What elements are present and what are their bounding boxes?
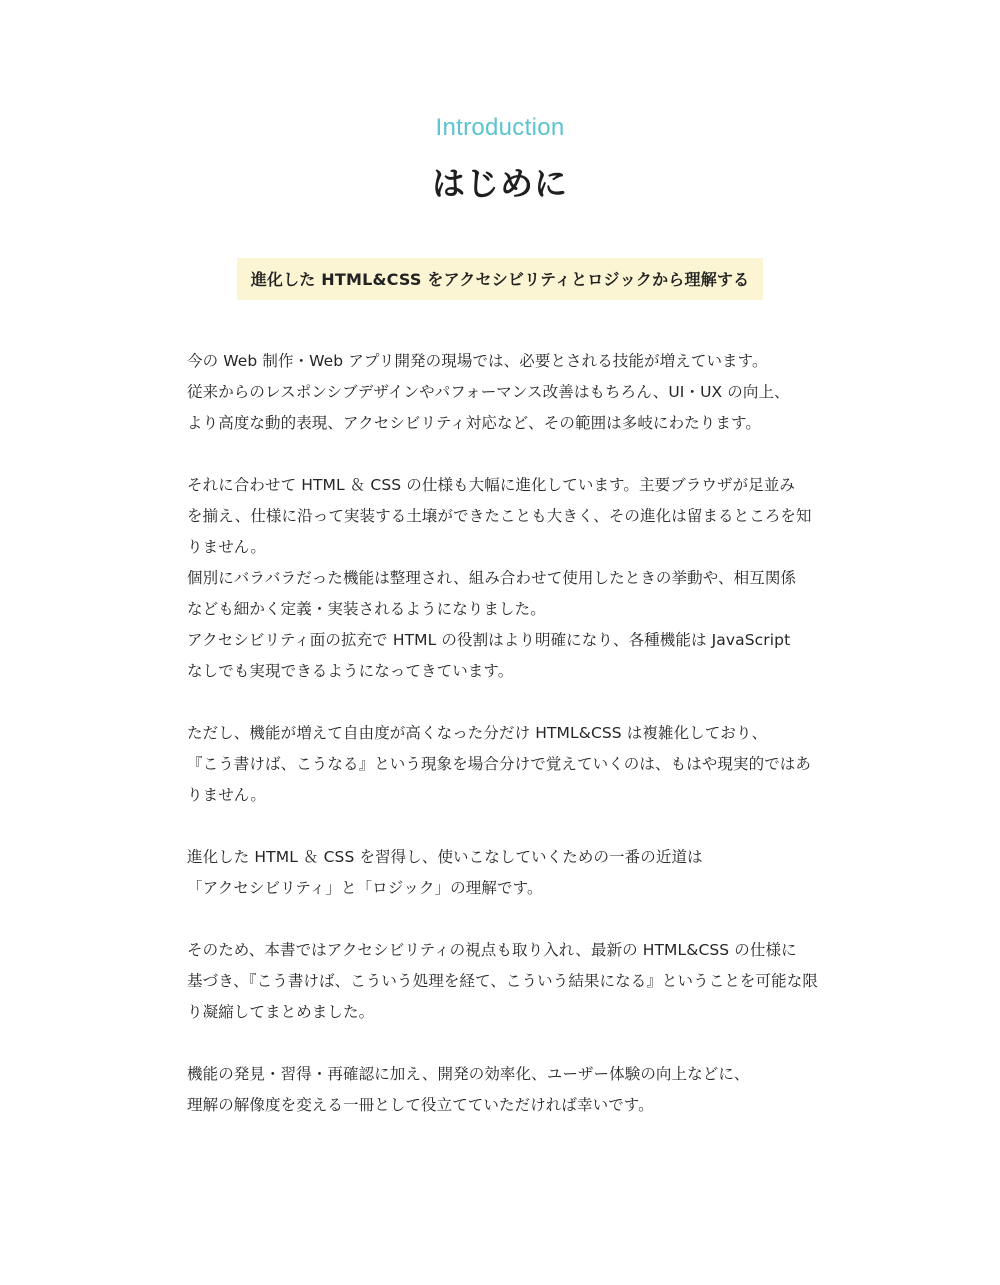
text-line: アクセシビリティ面の拡充で HTML の役割はより明確になり、各種機能は JavaScript [187,631,791,649]
text-line: ただし、機能が増えて自由度が高くなった分だけ HTML&CSS は複雑化しており、 [187,724,768,742]
section-eyebrow: Introduction [435,114,565,141]
body-text [187,346,857,1152]
text-line: を揃え、仕様に沿って実装する土壌ができたことも大きく、その進化は留まるところを知 [187,507,812,525]
text-line: りません。 [187,786,266,804]
text-line: 『こう書けば、こうなる』という現象を場合分けで覚えていくのは、もはや現実的ではあ [187,755,812,773]
text-line: より高度な動的表現、アクセシビリティ対応など、その範囲は多岐にわたります。 [187,414,761,432]
text-line: 機能の発見・習得・再確認に加え、開発の効率化、ユーザー体験の向上などに、 [187,1065,750,1083]
text-line: 今の Web 制作・Web アプリ開発の現場では、必要とされる技能が増えています。 [187,352,768,370]
highlighted-subtitle: 進化した HTML&CSS をアクセシビリティとロジックから理解する [237,258,764,300]
text-line: そのため、本書ではアクセシビリティの視点も取り入れ、最新の HTML&CSS の仕様に [187,941,797,959]
paragraph [187,470,857,687]
page-title: はじめに [432,164,568,203]
text-line: 従来からのレスポンシブデザインやパフォーマンス改善はもちろん、UI・UX の向上、 [187,383,790,401]
text-line: 「アクセシビリティ」と「ロジック」の理解です。 [187,879,543,897]
subtitle-wrapper [0,258,1000,300]
text-line: なども細かく定義・実装されるようになりました。 [187,600,546,618]
text-line: 進化した HTML ＆ CSS を習得し、使いこなしていくための一番の近道は [187,848,703,866]
text-line: りません。 [187,538,266,556]
text-line: 個別にバラバラだった機能は整理され、組み合わせて使用したときの挙動や、相互関係 [187,569,797,587]
paragraph [187,718,857,811]
paragraph [187,346,857,439]
text-line: 理解の解像度を変える一冊として役立てていただければ幸いです。 [187,1096,654,1114]
paragraph [187,935,857,1028]
text-line: り凝縮してまとめました。 [187,1003,375,1021]
paragraph [187,1059,857,1121]
text-line: それに合わせて HTML ＆ CSS の仕様も大幅に進化しています。主要ブラウザが足並み [187,476,796,494]
text-line: なしでも実現できるようになってきています。 [187,662,514,680]
text-line: 基づき、『こう書けば、こういう処理を経て、こういう結果になる』ということを可能な限 [187,972,818,990]
paragraph [187,842,857,904]
